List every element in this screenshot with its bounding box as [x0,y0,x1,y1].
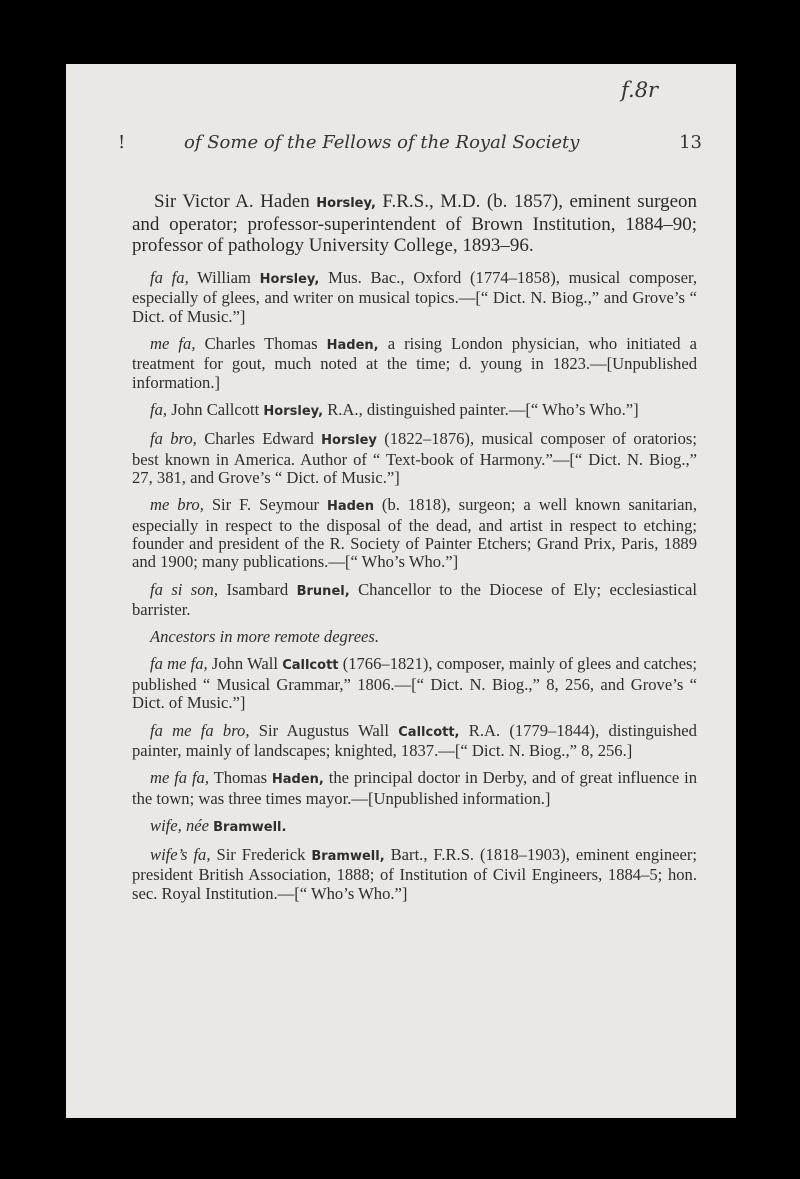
pedigree-entries [132,269,697,912]
surname: Bramwell, [311,848,385,864]
entry [132,430,697,487]
given-name: John Callcott [171,400,260,420]
section-subheading: Ancestors in more remote degrees. [150,627,380,647]
given-name: Charles Thomas [204,334,318,354]
entry [132,269,697,326]
entry [132,496,697,572]
relation: wife’s fa, [150,844,211,864]
entry [132,401,697,421]
relation: fa bro, [150,429,197,449]
given-name: Sir Frederick [216,844,306,864]
margin-mark: ! [118,132,126,153]
entry-text: Mus. Bac., Oxford (1774–1858), musical composer, especially of glees, and writer on musical topics.—[“ Dict. N. Biog.,” and Grove’s “ Dict. of Music.”] [132,268,697,326]
surname: Callcott [282,658,339,674]
entry [132,335,697,392]
given-name: John Wall [211,654,279,674]
running-title: of Some of the Fellows of the Royal Society [184,132,580,153]
lead-surname: Horsley, [316,196,376,211]
surname: Haden, [326,338,379,354]
folio-mark: f.8r [621,78,659,102]
document-page [66,64,736,1118]
entry-text: the principal doctor in Derby, and of great influence in the town; was three times mayor.—[Unpublished information.] [132,768,698,808]
given-name: Charles Edward [204,429,314,449]
entry [132,581,697,620]
surname: Haden [326,499,374,515]
entry-text: Bart., F.R.S. (1818–1903), eminent engineer; president British Association, 1888; of Institution of Civil Engineers, 1884–5; hon. sec. Royal Institution.—[“ Who’s Who.”] [132,844,697,903]
surname: Haden, [271,772,324,788]
relation: wife, née [150,815,209,835]
given-name: William [197,268,251,287]
given-name: Sir F. Seymour [211,495,320,515]
lead-entry [132,191,697,256]
given-name: Thomas [213,768,268,788]
relation: fa me fa bro, [150,720,250,740]
entry-text: (1766–1821), composer, mainly of glees and catches; published “ Musical Grammar,” 1806.—[“ Dict. N. Biog.,” 8, 256, and Grove’s “ Dict. of Music.”] [132,654,698,713]
surname: Bramwell. [213,819,287,835]
entry [132,722,697,761]
relation: fa fa, [150,268,189,287]
relation: fa me fa, [150,654,208,674]
entry-text: R.A., distinguished painter.—[“ Who’s Who.”] [327,400,639,420]
surname: Callcott, [398,724,460,740]
given-name: Sir Augustus Wall [258,720,390,740]
surname: Horsley, [259,272,320,287]
relation: me fa, [150,334,196,354]
entry [132,769,697,808]
page-number: 13 [679,132,702,153]
entry-text: (b. 1818), surgeon; a well known sanitarian, especially in respect to the disposal of the dead, and artist in respect to etching; founder and president of the R. Society of Painter Etchers; Grand Prix, Paris, 1889 and 1900; many publications.—[“ Who’s Who.”] [132,495,697,572]
surname: Horsley [321,433,377,449]
entry-text: a rising London physician, who initiated a treatment for gout, much noted at the time; d. young in 1823.—[Unpublished information.] [132,334,698,392]
lead-text: F.R.S., M.D. (b. 1857), eminent surgeon and operator; professor-superintendent of Brown Institution, 1884–90; professor of pathology University College, 1893–96. [132,191,698,256]
entry [132,817,697,837]
relation: fa si son, [150,579,219,599]
lead-name: Sir Victor A. Haden [154,191,310,212]
surname: Brunel, [296,583,350,599]
relation: me bro, [150,495,204,515]
entry [132,846,697,903]
relation: fa, [150,400,168,420]
entry-text: (1822–1876), musical composer of oratorios; best known in America. Author of “ Text-book of Harmony.”—[“ Dict. N. Biog.,” 27, 381, and Grove’s “ Dict. of Music.”] [132,429,697,488]
entry [132,655,697,712]
surname: Horsley, [263,404,324,420]
entry-text: Chancellor to the Diocese of Ely; ecclesiastical barrister. [132,579,697,620]
entry-text: R.A. (1779–1844), distinguished painter, mainly of landscapes; knighted, 1837.—[“ Dict. N. Biog.,” 8, 256.] [132,720,697,760]
given-name: Isambard [226,579,289,599]
relation: me fa fa, [150,768,210,788]
